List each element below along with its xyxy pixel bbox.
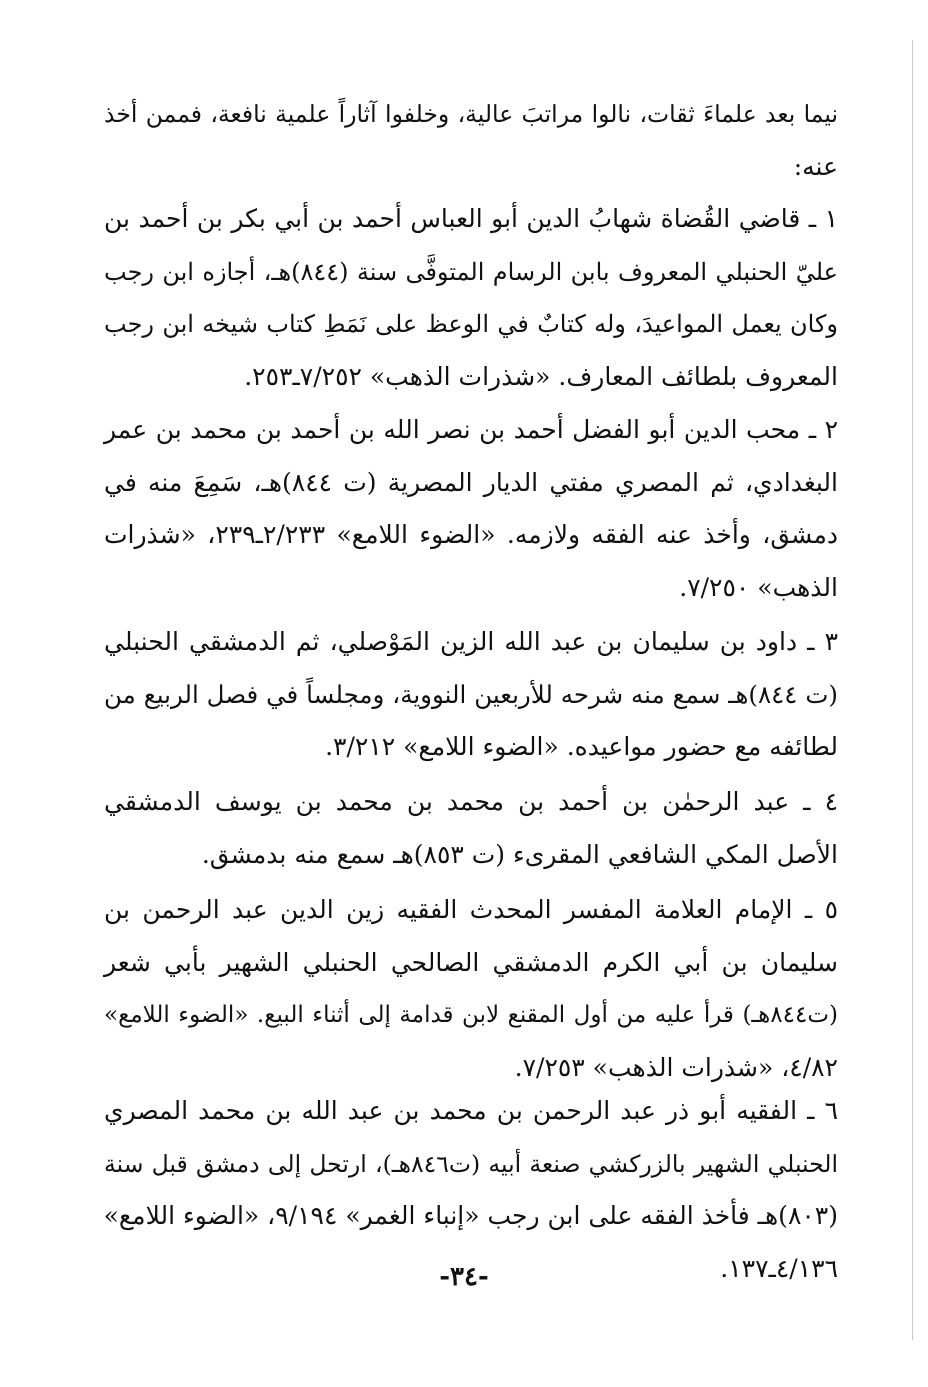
- paragraph-item-3: [104, 616, 838, 774]
- text-line: البغدادي، ثم المصري مفتي الديار المصرية (ت ٨٤٤)هـ، سَمِعَ منه في: [104, 467, 838, 497]
- paragraph-item-2: [104, 404, 838, 614]
- text-line: ٤/٨٢، «شذرات الذهب» ٧/٢٥٣.: [514, 1052, 838, 1082]
- text-line: دمشق، وأخذ عنه الفقه ولازمه. «الضوء اللامع» ٢/٢٣٣ـ٢٣٩، «شذرات: [104, 520, 838, 549]
- text-line: ٦ ـ الفقيه أبو ذر عبد الرحمن بن محمد بن عبد الله بن محمد المصري: [104, 1096, 838, 1125]
- text-line: نيما بعد علماءَ ثقات، نالوا مراتبَ عالية، وخلفوا آثاراً علمية نافعة، فممن أخذ: [104, 100, 838, 128]
- scan-edge-line: [912, 40, 913, 1340]
- paragraph-item-1: [104, 193, 838, 403]
- text-line: (٨٠٣)هـ فأخذ الفقه على ابن رجب «إنباء الغمر» ٩/١٩٤، «الضوء اللامع»: [103, 1201, 838, 1230]
- text-line: المعروف بلطائف المعارف. «شذرات الذهب» ٧/٢٥٢ـ٢٥٣.: [244, 361, 838, 391]
- paragraph-intro: [104, 88, 838, 193]
- paragraph-item-4: [104, 776, 838, 881]
- text-line: وكان يعمل المواعيدَ، وله كتابٌ في الوعظ على نَمَطِ كتاب شيخه ابن رجب: [104, 310, 838, 338]
- text-line: سليمان بن أبي الكرم الدمشقي الصالحي الحنبلي الشهير بأبي شعر: [104, 947, 838, 977]
- paragraph-item-5: [104, 884, 838, 1094]
- text-line: عنه:: [793, 151, 838, 181]
- text-line: لطائفه مع حضور مواعيده. «الضوء اللامع» ٣/٢١٢.: [325, 732, 838, 761]
- text-line: ٣ ـ داود بن سليمان بن عبد الله الزين المَوْصلي، ثم الدمشقي الحنبلي: [104, 627, 838, 656]
- text-line: ١ ـ قاضي القُضاة شهابُ الدين أبو العباس أحمد بن أبي بكر بن أحمد بن: [104, 204, 838, 233]
- text-line: ٤ ـ عبد الرحمٰن بن أحمد بن محمد بن محمد بن يوسف الدمشقي: [104, 787, 838, 816]
- text-line: (ت٨٤٤هـ) قرأ عليه من أول المقنع لابن قدامة إلى أثناء البيع. «الضوء اللامع»: [104, 1002, 838, 1028]
- text-line: الذهب» ٧/٢٥٠.: [679, 572, 838, 602]
- text-line: عليّ الحنبلي المعروف بابن الرسام المتوفَّى سنة (٨٤٤)هـ، أجازه ابن رجب: [104, 257, 838, 286]
- text-line: الحنبلي الشهير بالزركشي صنعة أبيه (ت٨٤٦هـ)، ارتحل إلى دمشق قبل سنة: [104, 1149, 838, 1178]
- text-line: (ت ٨٤٤)هـ سمع منه شرحه للأربعين النووية، ومجلساً في فصل الربيع من: [104, 679, 838, 709]
- text-line: ٢ ـ محب الدين أبو الفضل أحمد بن نصر الله بن أحمد بن محمد بن عمر: [104, 415, 838, 444]
- text-line: الأصل المكي الشافعي المقرىء (ت ٨٥٣)هـ سمع منه بدمشق.: [201, 839, 838, 869]
- page-number: -٣٤-: [439, 1262, 489, 1292]
- text-line: ٥ ـ الإمام العلامة المفسر المحدث الفقيه زين الدين عبد الرحمن بن: [104, 895, 838, 924]
- text-line: ٤/١٣٦ـ١٣٧.: [720, 1253, 838, 1283]
